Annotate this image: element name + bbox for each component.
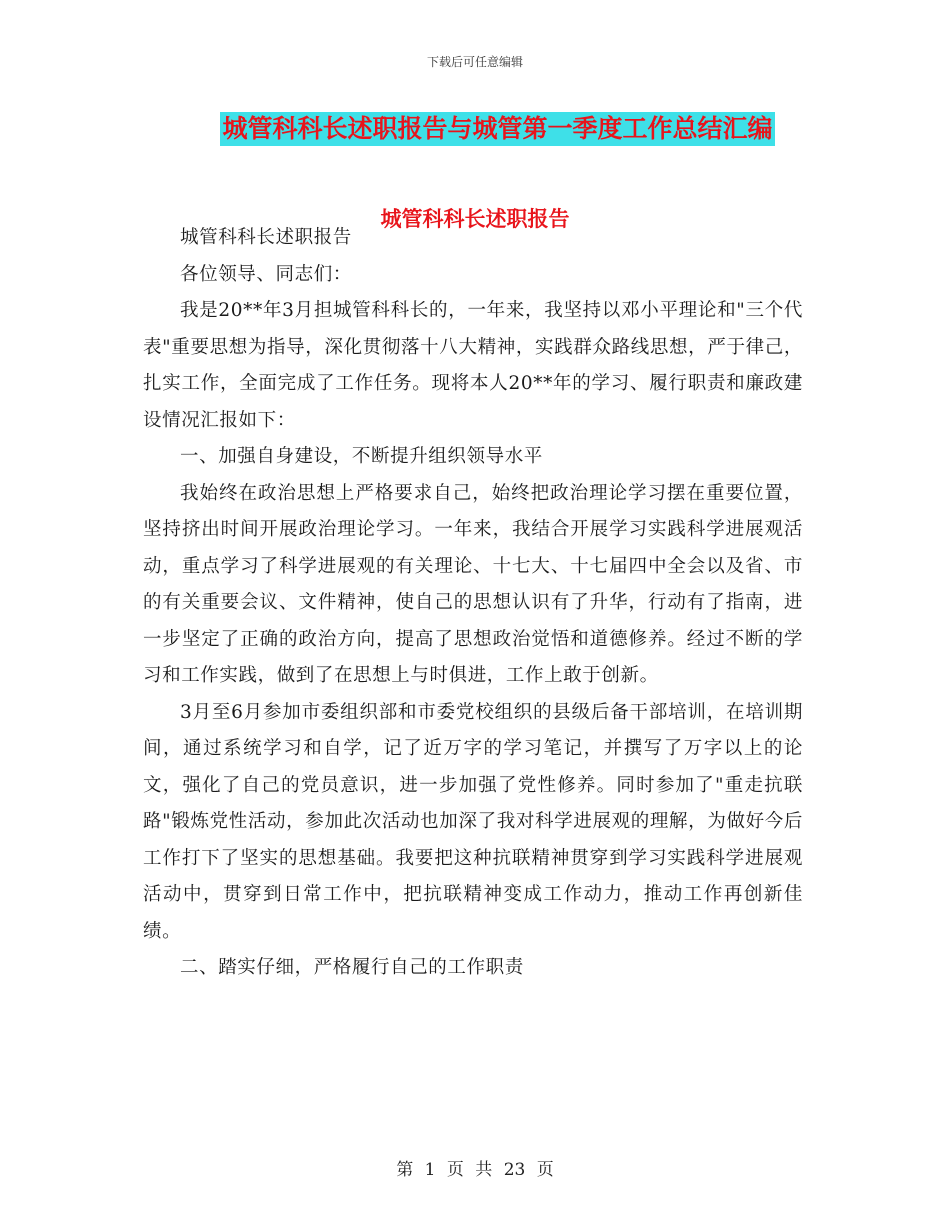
paragraph-doc-heading: 城管科科长述职报告: [180, 227, 352, 248]
paragraph-section-two-heading: 二、踏实仔细，严格履行自己的工作职责: [180, 957, 524, 978]
section-title: 城管科科长述职报告: [380, 207, 570, 231]
document-body: [143, 220, 803, 987]
header-note: 下载后可任意编辑: [426, 55, 523, 69]
paragraph-intro: 我是20**年3月担城管科科长的，一年来，我坚持以邓小平理论和"三个代表"重要思想为指导，深化贯彻落十八大精神，实践群众路线思想，严于律己，扎实工作，全面完成了工作任务。现将本人20**年的学习、履行职责和廉政建设情况汇报如下：: [143, 300, 803, 431]
main-title-container: [0, 112, 950, 146]
main-title: 城管科科长述职报告与城管第一季度工作总结汇编: [220, 112, 774, 146]
paragraph-section-one-heading: 一、加强自身建设，不断提升组织领导水平: [180, 446, 543, 467]
page-footer: 第 1 页 共 23 页: [396, 1160, 554, 1180]
paragraph-training: 3月至6月参加市委组织部和市委党校组织的县级后备干部培训，在培训期间，通过系统学习和自学，记了近万字的学习笔记，并撰写了万字以上的论文，强化了自己的党员意识，进一步加强了党性修养。同时参加了"重走抗联路"锻炼党性活动，参加此次活动也加深了我对科学进展观的理解，为做好今后工作打下了坚实的思想基础。我要把这种抗联精神贯穿到学习实践科学进展观活动中，贯穿到日常工作中，把抗联精神变成工作动力，推动工作再创新佳绩。: [143, 701, 803, 942]
paragraph-salutation: 各位领导、同志们：: [180, 263, 352, 285]
paragraph-political-study: 我始终在政治思想上严格要求自己，始终把政治理论学习摆在重要位置，坚持挤出时间开展政治理论学习。一年来，我结合开展学习实践科学进展观活动，重点学习了科学进展观的有关理论、十七大、十七届四中全会以及省、市的有关重要会议、文件精神，使自己的思想认识有了升华，行动有了指南，进一步坚定了正确的政治方向，提高了思想政治觉悟和道德修养。经过不断的学习和工作实践，做到了在思想上与时俱进，工作上敢于创新。: [143, 482, 803, 686]
